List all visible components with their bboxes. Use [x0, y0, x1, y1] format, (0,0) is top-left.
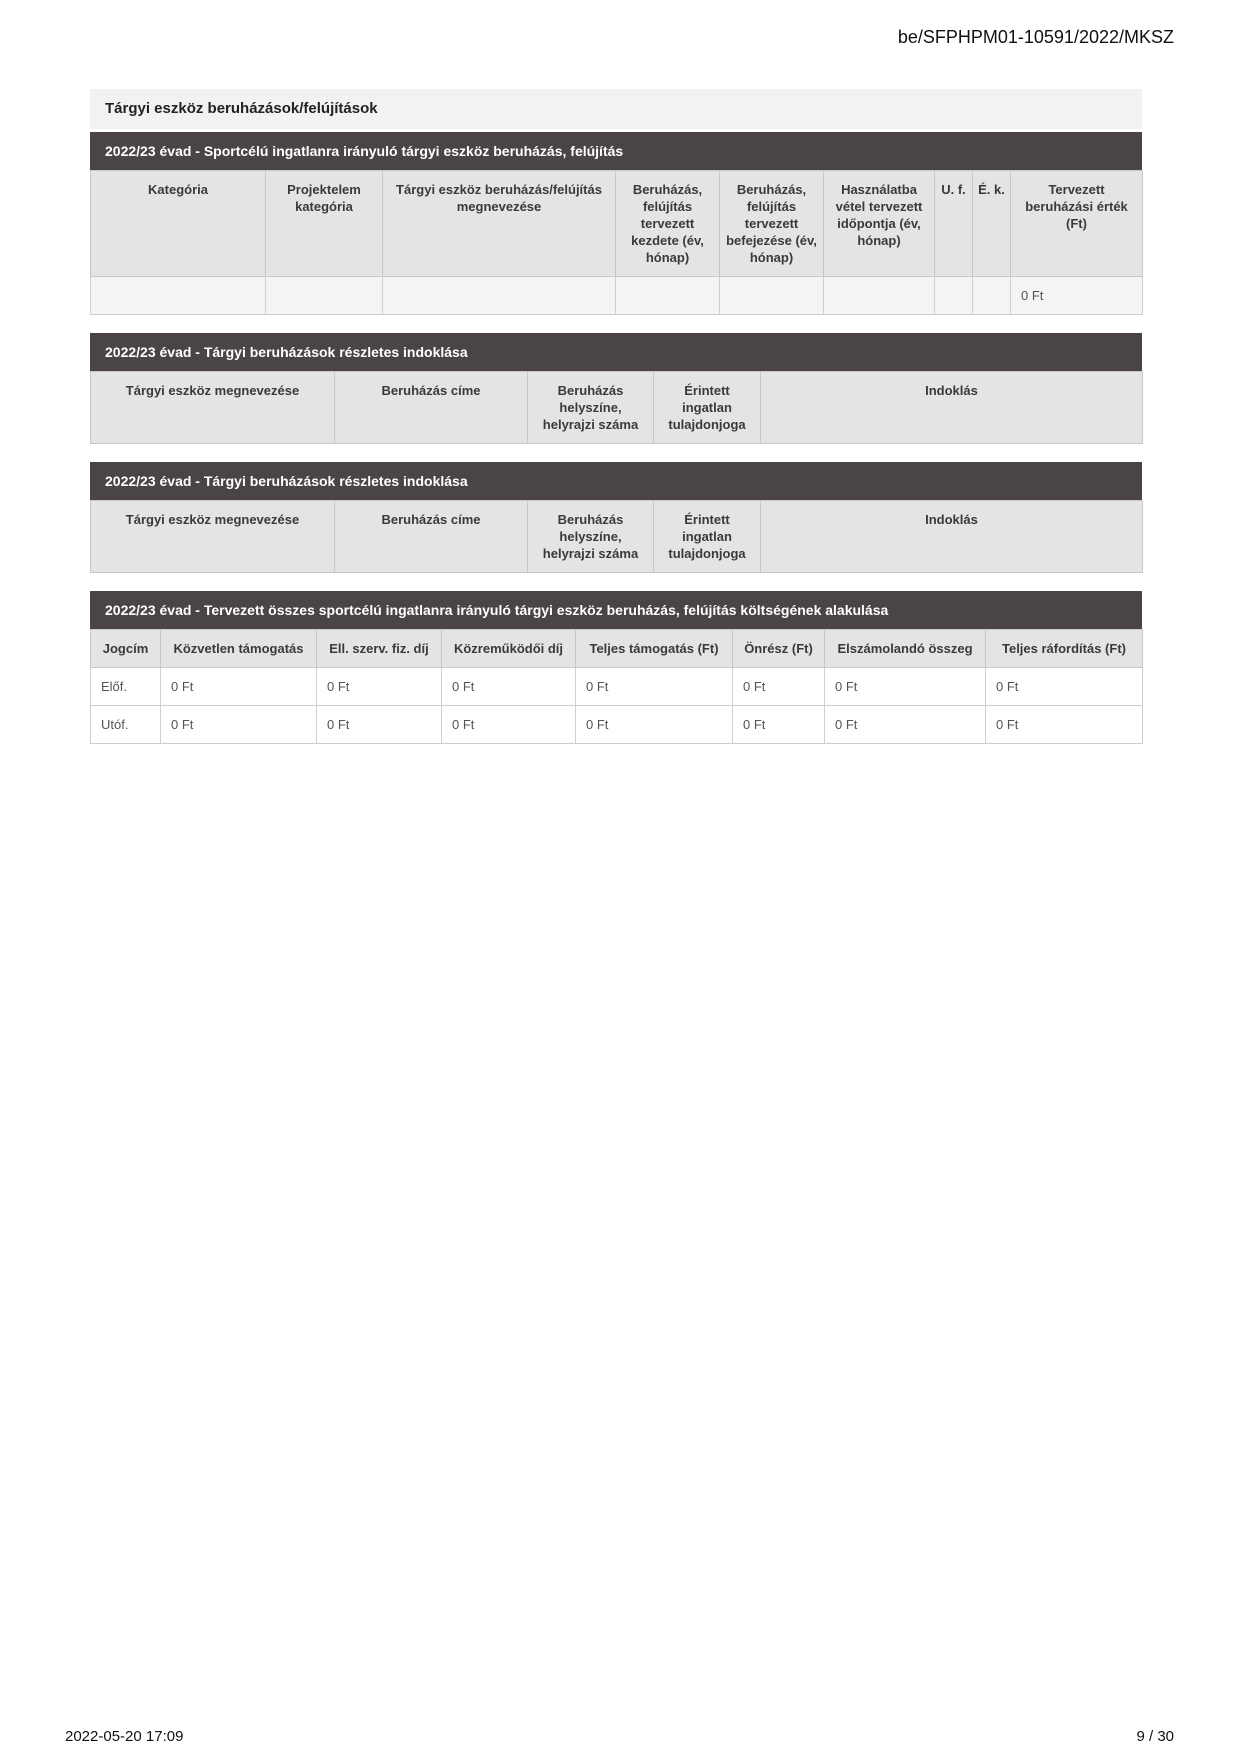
- table-header-row: [91, 171, 1143, 277]
- footer-date: 2022-05-20 17:09: [65, 1728, 184, 1745]
- table-cell: Utóf.: [91, 706, 161, 744]
- table-cell: [266, 277, 383, 315]
- table-cell: 0 Ft: [986, 668, 1143, 706]
- section-title: Tárgyi eszköz beruházások/felújítások: [90, 89, 1142, 129]
- table-row: [91, 277, 1143, 315]
- table-cell: Előf.: [91, 668, 161, 706]
- column-header: Tervezett beruházási érték (Ft): [1011, 171, 1143, 277]
- column-header: Kategória: [91, 171, 266, 277]
- column-header: Beruházás címe: [335, 372, 528, 444]
- table-cell: [616, 277, 720, 315]
- table-cell: [935, 277, 973, 315]
- table-row: [91, 706, 1143, 744]
- table-header-row: [91, 630, 1143, 668]
- column-header: Beruházás címe: [335, 501, 528, 573]
- column-header: Közvetlen támogatás: [161, 630, 317, 668]
- investment-block-title: 2022/23 évad - Sportcélú ingatlanra irányuló tárgyi eszköz beruházás, felújítás: [90, 132, 1142, 170]
- column-header: Érintett ingatlan tulajdonjoga: [654, 501, 761, 573]
- column-header: Indoklás: [761, 372, 1143, 444]
- column-header: Tárgyi eszköz megnevezése: [91, 372, 335, 444]
- column-header: Teljes támogatás (Ft): [576, 630, 733, 668]
- table-cell: 0 Ft: [733, 668, 825, 706]
- table-cell: 0 Ft: [576, 668, 733, 706]
- cost-table: [90, 629, 1143, 744]
- table-cell: 0 Ft: [986, 706, 1143, 744]
- column-header: Jogcím: [91, 630, 161, 668]
- column-header: Közreműködői díj: [442, 630, 576, 668]
- justification-block-title: 2022/23 évad - Tárgyi beruházások részletes indoklása: [90, 462, 1142, 500]
- column-header: U. f.: [935, 171, 973, 277]
- column-header: Projektelem kategória: [266, 171, 383, 277]
- justification-table: [90, 500, 1143, 573]
- column-header: Beruházás, felújítás tervezett befejezése (év, hónap): [720, 171, 824, 277]
- table-cell: 0 Ft: [161, 668, 317, 706]
- table-cell: 0 Ft: [733, 706, 825, 744]
- table-cell: 0 Ft: [442, 706, 576, 744]
- column-header: É. k.: [973, 171, 1011, 277]
- table-header-row: [91, 501, 1143, 573]
- cost-block-title: 2022/23 évad - Tervezett összes sportcélú ingatlanra irányuló tárgyi eszköz beruházás, felújítás költségének alakulása: [90, 591, 1142, 629]
- column-header: Tárgyi eszköz beruházás/felújítás megnevezése: [383, 171, 616, 277]
- column-header: Beruházás, felújítás tervezett kezdete (év, hónap): [616, 171, 720, 277]
- table-cell: [91, 277, 266, 315]
- table-cell: 0 Ft: [576, 706, 733, 744]
- column-header: Használatba vétel tervezett időpontja (év, hónap): [824, 171, 935, 277]
- column-header: Indoklás: [761, 501, 1143, 573]
- table-cell: [720, 277, 824, 315]
- column-header: Önrész (Ft): [733, 630, 825, 668]
- table-cell: 0 Ft: [442, 668, 576, 706]
- table-cell: 0 Ft: [825, 706, 986, 744]
- column-header: Beruházás helyszíne, helyrajzi száma: [528, 501, 654, 573]
- column-header: Ell. szerv. fiz. díj: [317, 630, 442, 668]
- column-header: Elszámolandó összeg: [825, 630, 986, 668]
- justification-block: [90, 333, 1142, 444]
- page-content: [90, 89, 1142, 744]
- table-row: [91, 668, 1143, 706]
- investment-table: [90, 170, 1143, 315]
- table-cell: 0 Ft: [825, 668, 986, 706]
- table-cell: 0 Ft: [1011, 277, 1143, 315]
- page-number: 9 / 30: [1136, 1728, 1174, 1745]
- justification-block-title: 2022/23 évad - Tárgyi beruházások részletes indoklása: [90, 333, 1142, 371]
- table-cell: 0 Ft: [317, 668, 442, 706]
- table-cell: [973, 277, 1011, 315]
- table-cell: 0 Ft: [161, 706, 317, 744]
- cost-block: [90, 591, 1142, 744]
- column-header: Tárgyi eszköz megnevezése: [91, 501, 335, 573]
- table-cell: 0 Ft: [317, 706, 442, 744]
- column-header: Beruházás helyszíne, helyrajzi száma: [528, 372, 654, 444]
- column-header: Teljes ráfordítás (Ft): [986, 630, 1143, 668]
- justification-block: [90, 462, 1142, 573]
- table-cell: [383, 277, 616, 315]
- investment-block: [90, 132, 1142, 315]
- justification-table: [90, 371, 1143, 444]
- document-id: be/SFPHPM01-10591/2022/MKSZ: [897, 27, 1174, 47]
- column-header: Érintett ingatlan tulajdonjoga: [654, 372, 761, 444]
- table-header-row: [91, 372, 1143, 444]
- table-cell: [824, 277, 935, 315]
